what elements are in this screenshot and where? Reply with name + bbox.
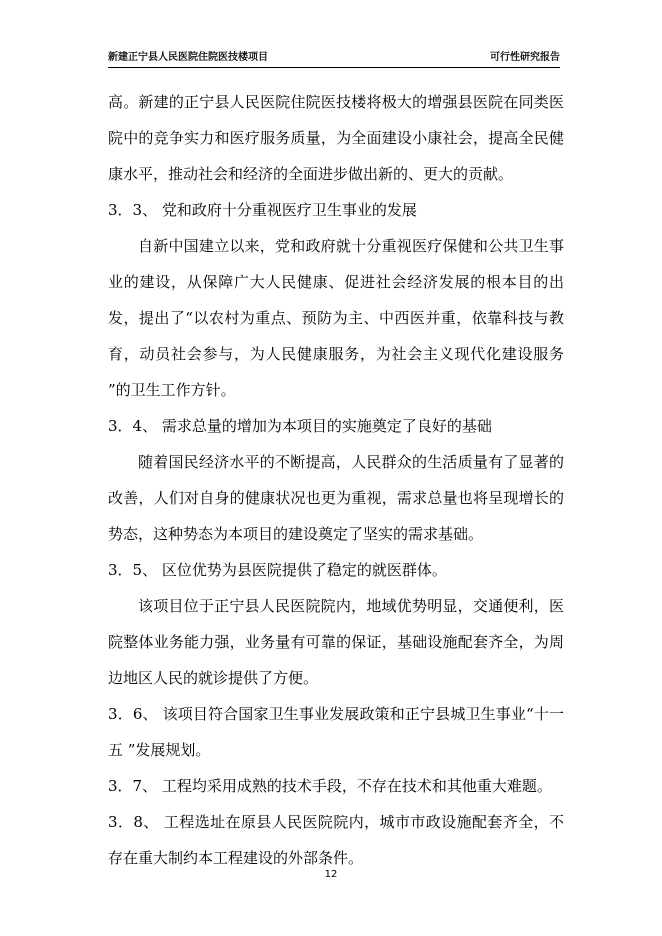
section-heading-3-7: 3．7、 工程均采用成熟的技术手段，不存在技术和其他重大难题。 bbox=[108, 777, 552, 795]
paragraph-3-3: 自新中国建立以来，党和政府就十分重视医疗保健和公共卫生事业的建设，从保障广大人民健康、促进社会经济发展的根本目的出发，提出了“以农村为重点、预防为主、中西医并重，依靠科技与教育，动员社会参与，为人民健康服务，为社会主义现代化建设服务 ”的卫生工作方针。 bbox=[108, 237, 564, 399]
paragraph-3-4: 随着国民经济水平的不断提高，人民群众的生活质量有了显著的改善，人们对自身的健康状况也更为重视，需求总量也将呈现增长的势态，这种势态为本项目的建设奠定了坚实的需求基础。 bbox=[108, 453, 564, 543]
paragraph-continuation: 高。新建的正宁县人民医院住院医技楼将极大的增强县医院在同类医院中的竞争实力和医疗服务质量，为全面建设小康社会，提高全民健康水平，推动社会和经济的全面进步做出新的、更大的贡献。 bbox=[108, 93, 564, 183]
page-number: 12 bbox=[324, 869, 338, 880]
section-heading-3-5: 3．5、 区位优势为县医院提供了稳定的就医群体。 bbox=[108, 561, 447, 579]
section-heading-3-8: 3．8、 工程选址在原县人民医院院内，城市市政设施配套齐全，不存在重大制约本工程建设的外部条件。 bbox=[108, 813, 564, 867]
header-report-type: 可行性研究报告 bbox=[490, 52, 560, 63]
header-divider bbox=[108, 67, 560, 68]
document-body bbox=[108, 84, 564, 876]
section-heading-3-3: 3．3、 党和政府十分重视医疗卫生事业的发展 bbox=[108, 201, 417, 219]
paragraph-3-5: 该项目位于正宁县人民医院院内，地域优势明显，交通便利，医院整体业务能力强，业务量有可靠的保证，基础设施配套齐全，为周边地区人民的就诊提供了方便。 bbox=[108, 597, 564, 687]
page-header bbox=[108, 48, 560, 66]
header-project-title: 新建正宁县人民医院住院医技楼项目 bbox=[108, 52, 268, 63]
section-heading-3-4: 3．4、 需求总量的增加为本项目的实施奠定了良好的基础 bbox=[108, 417, 492, 435]
section-heading-3-6: 3．6、 该项目符合国家卫生事业发展政策和正宁县城卫生事业“十一五 ”发展规划。 bbox=[108, 705, 564, 759]
